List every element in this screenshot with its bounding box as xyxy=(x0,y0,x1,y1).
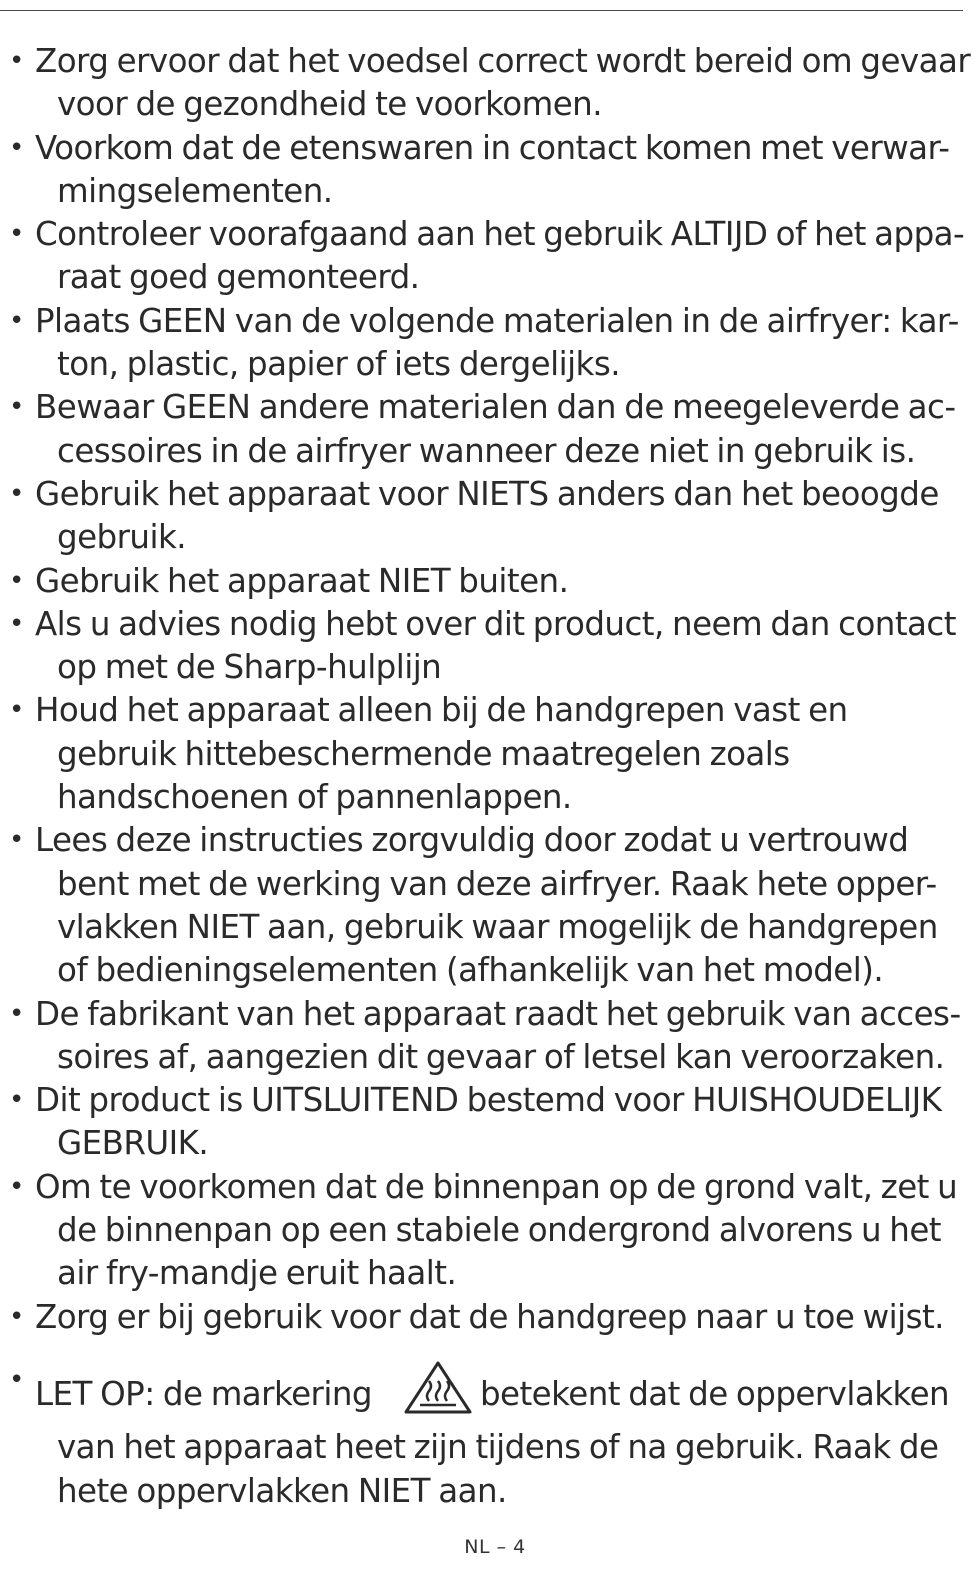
list-item-text: Om te voorkomen dat de binnenpan op de grond valt, zet u de binnenpan op een stabiele ondergrond alvorens u het air fry-mandje eruit haalt. xyxy=(35,1167,958,1293)
caution-text-after: betekent dat de oppervlakken van het apparaat heet zijn tijdens of na gebruik. Raak de hete oppervlakken NIET aan. xyxy=(57,1374,950,1510)
list-item-caution xyxy=(0,1359,975,1513)
list-item xyxy=(0,213,975,300)
bullet-icon: • xyxy=(9,1301,24,1332)
bullet-icon: • xyxy=(9,1085,24,1116)
list-item-text: De fabrikant van het apparaat raadt het gebruik van acces-soires af, aangezien dit gevaar of letsel kan veroorzaken. xyxy=(35,994,961,1076)
top-divider xyxy=(0,10,963,11)
list-item xyxy=(0,40,975,127)
bullet-icon: • xyxy=(9,825,24,856)
list-item xyxy=(0,603,975,690)
list-item-text: Zorg er bij gebruik voor dat de handgreep naar u toe wijst. xyxy=(35,1297,944,1336)
list-item-text: Bewaar GEEN andere materialen dan de meegeleverde ac-cessoires in de airfryer wanneer deze niet in gebruik is. xyxy=(35,388,956,470)
list-item xyxy=(0,993,975,1080)
list-item xyxy=(0,386,975,473)
bullet-icon: • xyxy=(9,305,24,336)
page-number: NL – 4 xyxy=(464,1536,526,1558)
list-item xyxy=(0,127,975,214)
bullet-icon: • xyxy=(9,132,24,163)
bullet-icon: • xyxy=(9,478,24,509)
list-item-text: Gebruik het apparaat NIET buiten. xyxy=(35,561,569,600)
list-item xyxy=(0,560,975,603)
list-item-text: Controleer voorafgaand aan het gebruik ALTIJD of het appa-raat goed gemonteerd. xyxy=(35,215,965,297)
bullet-icon: • xyxy=(9,392,24,423)
list-item xyxy=(0,819,975,992)
list-item xyxy=(0,1296,975,1339)
list-item-text: Dit product is UITSLUITEND bestemd voor HUISHOUDELIJK GEBRUIK. xyxy=(35,1081,942,1163)
bullet-icon: • xyxy=(9,1364,24,1395)
list-item xyxy=(0,689,975,819)
bullet-icon: • xyxy=(9,998,24,1029)
list-item-text: Lees deze instructies zorgvuldig door zodat u vertrouwd bent met de werking van deze airfryer. Raak hete opper-vlakken NIET aan, gebruik waar mogelijk de handgrepen of bedieningselementen (afhankelijk van het model). xyxy=(35,821,938,990)
caution-text-before: LET OP: de markering xyxy=(35,1374,372,1413)
list-item xyxy=(0,1166,975,1296)
list-item-text: Gebruik het apparaat voor NIETS anders dan het beoogde gebruik. xyxy=(35,474,939,557)
list-item-text: Voorkom dat de etenswaren in contact komen met verwar-mingselementen. xyxy=(35,128,950,210)
bullet-icon: • xyxy=(9,565,24,596)
list-item-text: Plaats GEEN van de volgende materialen in de airfryer: kar-ton, plastic, papier of iets dergelijks. xyxy=(35,301,959,384)
bullet-icon: • xyxy=(9,219,24,250)
list-item xyxy=(0,300,975,387)
list-item-text: Zorg ervoor dat het voedsel correct wordt bereid om gevaar voor de gezondheid te voorkomen. xyxy=(35,42,971,124)
safety-instructions-list xyxy=(0,40,975,1513)
list-item xyxy=(0,473,975,560)
list-item-text: Houd het apparaat alleen bij de handgrepen vast en gebruik hittebeschermende maatregelen zoals handschoenen of pannenlappen. xyxy=(35,691,848,817)
list-item xyxy=(0,1079,975,1166)
bullet-icon: • xyxy=(9,1171,24,1202)
bullet-icon: • xyxy=(9,608,24,639)
bullet-icon: • xyxy=(9,46,24,76)
hot-surface-warning-icon xyxy=(402,1359,474,1426)
bullet-icon: • xyxy=(9,695,24,726)
list-item-text: Als u advies nodig hebt over dit product, neem dan contact op met de Sharp-hulplijn xyxy=(35,604,956,687)
